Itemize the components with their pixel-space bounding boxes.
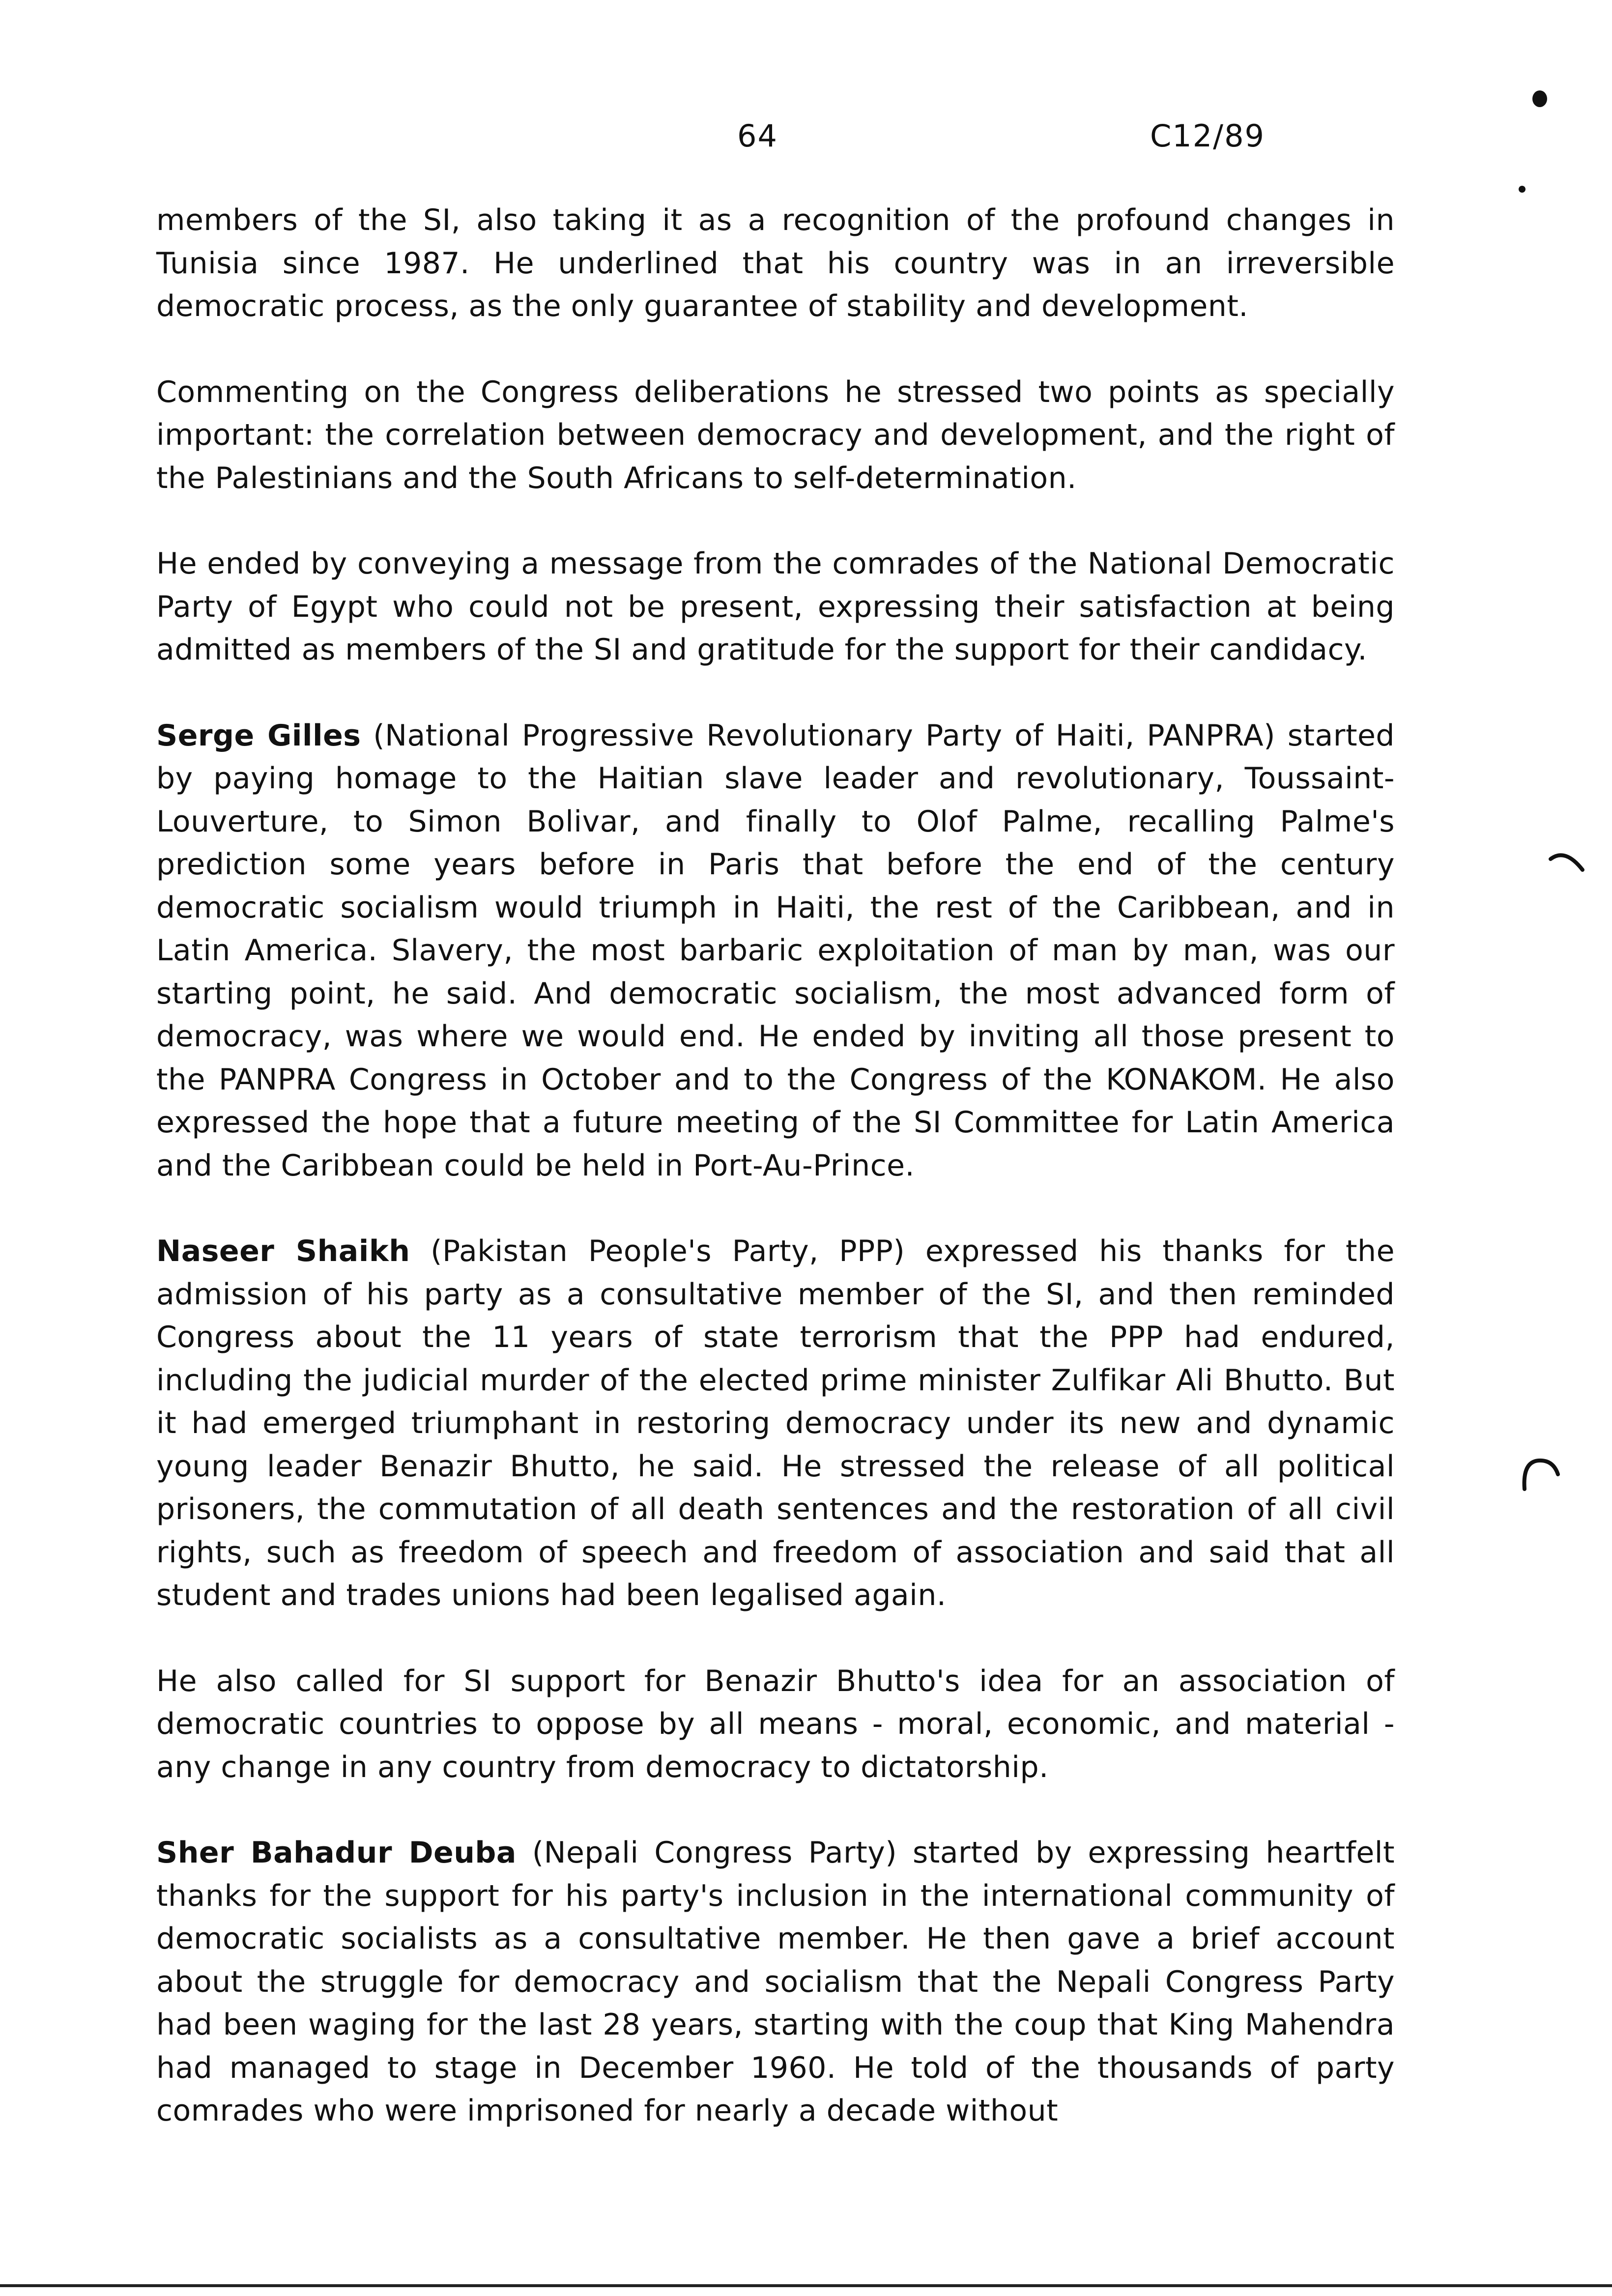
paragraph: Serge Gilles (National Progressive Revolutionary Party of Haiti, PANPRA) started by paying homage to the Haitian slave leader and revolutionary, Toussaint-Louverture, to Simon Bolivar, and finally to Olof Palme, recalling Palme's prediction some years before in Paris that before the end of the century democratic socialism would triumph in Haiti, the rest of the Caribbean, and in Latin America. Slavery, the most barbaric exploitation of man by man, was our starting point, he said. And democratic socialism, the most advanced form of democracy, was where we would end. He ended by inviting all those present to the PANPRA Congress in October and to the Congress of the KONAKOM. He also expressed the hope that a future meeting of the SI Committee for Latin America and the Caribbean could be held in Port-Au-Prince. — [156, 718, 1395, 1183]
document-body — [156, 199, 1395, 2176]
margin-dot-mark — [1532, 90, 1547, 107]
paragraph: members of the SI, also taking it as a recognition of the profound changes in Tunisia since 1987. He underlined that his country was in an irreversible democratic process, as the only guarantee of stability and development. — [156, 203, 1395, 323]
paragraph: Sher Bahadur Deuba (Nepali Congress Party) started by expressing heartfelt thanks for the support for his party's inclusion in the international community of democratic socialists as a consultative member. He then gave a brief account about the struggle for democracy and socialism that the Nepali Congress Party had been waging for the last 28 years, starting with the coup that King Mahendra had managed to stage in December 1960. He told of the thousands of party comrades who were imprisoned for nearly a decade without — [156, 1836, 1395, 2128]
margin-arc-mark — [1519, 1455, 1563, 1494]
paragraph: He also called for SI support for Benazir Bhutto's idea for an association of democratic countries to oppose by all means - moral, economic, and material - any change in any country from democracy to dictatorship. — [156, 1664, 1395, 1784]
document-reference: C12/89 — [1150, 118, 1265, 154]
bottom-rule — [0, 2284, 1612, 2287]
page-number: 64 — [737, 118, 778, 154]
page-header — [0, 118, 1612, 162]
speaker-name: Naseer Shaikh — [156, 1234, 410, 1268]
paragraph: Commenting on the Congress deliberations he stressed two points as specially important: the correlation between democracy and development, and the right of the Palestinians and the South Africans to self-determination. — [156, 374, 1395, 495]
speaker-name: Serge Gilles — [156, 718, 361, 753]
paragraph: Naseer Shaikh (Pakistan People's Party, PPP) expressed his thanks for the admission of his party as a consultative member of the SI, and then reminded Congress about the 11 years of state terrorism that the PPP had endured, including the judicial murder of the elected prime minister Zulfikar Ali Bhutto. But it had emerged triumphant in restoring democracy under its new and dynamic young leader Benazir Bhutto, he said. He stressed the release of all political prisoners, the commutation of all death sentences and the restoration of all civil rights, such as freedom of speech and freedom of association and said that all student and trades unions had been legalised again. — [156, 1234, 1395, 1612]
speaker-name: Sher Bahadur Deuba — [156, 1836, 517, 1870]
margin-dot-mark-small — [1519, 186, 1526, 193]
paragraph: He ended by conveying a message from the comrades of the National Democratic Party of Egypt who could not be present, expressing their satisfaction at being admitted as members of the SI and gratitude for the support for their candidacy. — [156, 546, 1395, 667]
margin-arc-mark — [1548, 845, 1587, 880]
